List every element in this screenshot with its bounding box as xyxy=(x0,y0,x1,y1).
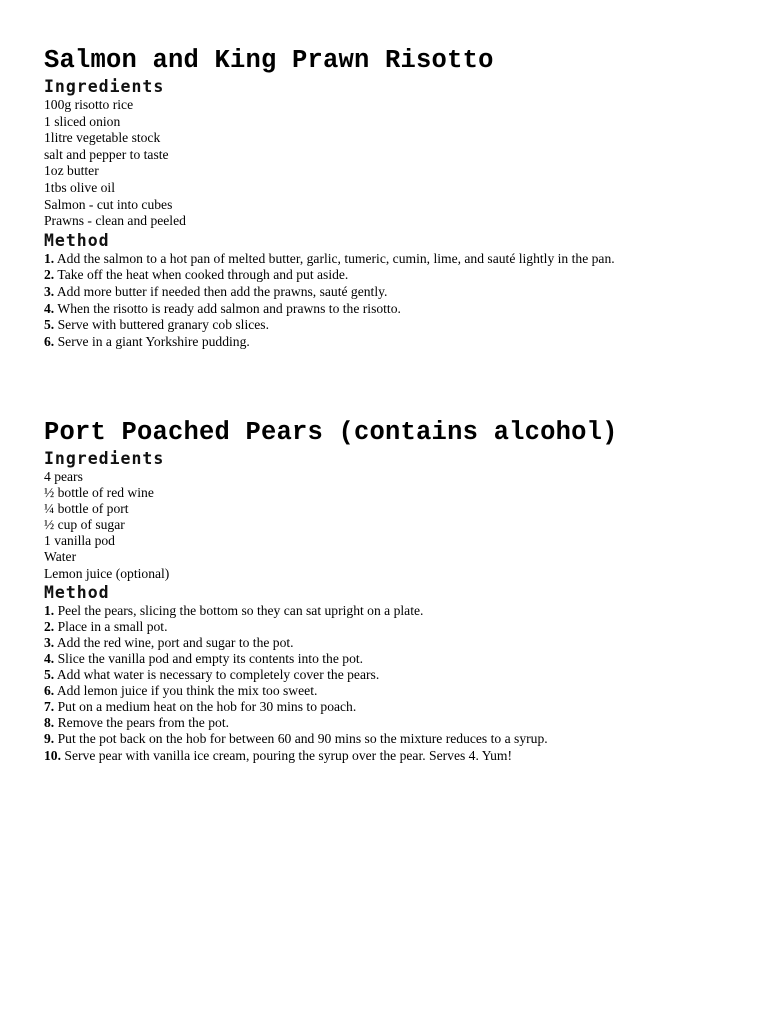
step-number: 10. xyxy=(44,747,61,763)
ingredient-item: 100g risotto rice xyxy=(44,97,134,112)
step-number: 6. xyxy=(44,333,55,349)
method-step xyxy=(44,683,668,699)
method-step xyxy=(44,667,668,683)
ingredient-item: Water xyxy=(44,549,77,565)
step-text: Remove the pears from the pot. xyxy=(57,715,229,731)
step-text: Add the red wine, port and sugar to the pot. xyxy=(56,634,294,650)
method-step xyxy=(44,603,668,619)
ingredient-item: salt and pepper to taste xyxy=(44,146,169,162)
recipe-port-poached-pears xyxy=(44,418,668,764)
step-text: Add lemon juice if you think the mix too sweet. xyxy=(56,683,318,699)
step-number: 6. xyxy=(44,683,55,699)
ingredient-item: 1 vanilla pod xyxy=(44,533,115,549)
step-number: 2. xyxy=(44,267,55,283)
ingredient-item: ½ bottle of red wine xyxy=(44,485,154,501)
method-step xyxy=(44,301,668,318)
method-step xyxy=(44,635,668,651)
ingredient-item: 1 sliced onion xyxy=(44,113,121,129)
method-step xyxy=(44,699,668,715)
method-steps xyxy=(44,603,668,764)
step-number: 1. xyxy=(44,250,55,266)
ingredient-item: 1litre vegetable stock xyxy=(44,130,161,146)
ingredients-heading: Ingredients xyxy=(44,77,165,96)
step-text: Add what water is necessary to completely cover the pears. xyxy=(56,667,380,683)
step-text: Put the pot back on the hob for between 60 and 90 mins so the mixture reduces to a syrup. xyxy=(57,731,548,747)
step-number: 3. xyxy=(44,634,55,650)
step-number: 5. xyxy=(44,667,55,683)
method-step xyxy=(44,334,668,351)
step-text: Serve in a giant Yorkshire pudding. xyxy=(57,333,250,349)
method-step xyxy=(44,748,668,764)
ingredient-item: 4 pears xyxy=(44,469,83,484)
step-text: Peel the pears, slicing the bottom so they can sat upright on a plate. xyxy=(57,602,424,618)
method-heading: Method xyxy=(44,582,110,602)
step-number: 4. xyxy=(44,300,55,316)
method-step xyxy=(44,651,668,667)
ingredients-list xyxy=(44,469,668,582)
method-step xyxy=(44,267,668,284)
recipe-title: Port Poached Pears (contains alcohol) xyxy=(44,418,618,447)
ingredient-item: Lemon juice (optional) xyxy=(44,565,170,581)
step-text: Put on a medium heat on the hob for 30 mins to poach. xyxy=(57,699,357,715)
step-text: Slice the vanilla pod and empty its contents into the pot. xyxy=(57,650,364,666)
step-number: 3. xyxy=(44,283,55,299)
ingredient-item: Salmon - cut into cubes xyxy=(44,196,173,212)
ingredient-item: ½ cup of sugar xyxy=(44,517,125,533)
method-steps xyxy=(44,251,668,351)
recipe-title: Salmon and King Prawn Risotto xyxy=(44,46,494,75)
method-step xyxy=(44,251,668,268)
method-step xyxy=(44,619,668,635)
step-number: 4. xyxy=(44,650,55,666)
step-text: Serve with buttered granary cob slices. xyxy=(57,317,269,333)
step-number: 9. xyxy=(44,731,55,747)
method-step xyxy=(44,715,668,731)
step-text: Serve pear with vanilla ice cream, pouring the syrup over the pear. Serves 4. Yum! xyxy=(64,747,512,763)
ingredient-item: 1oz butter xyxy=(44,163,99,179)
ingredient-item: 1tbs olive oil xyxy=(44,179,115,195)
ingredient-item: Prawns - clean and peeled xyxy=(44,213,186,229)
step-number: 1. xyxy=(44,602,55,618)
ingredients-list xyxy=(44,97,668,230)
ingredient-item: ¼ bottle of port xyxy=(44,501,129,517)
method-step xyxy=(44,317,668,334)
step-text: When the risotto is ready add salmon and prawns to the risotto. xyxy=(57,300,401,316)
step-number: 7. xyxy=(44,699,55,715)
method-step xyxy=(44,284,668,301)
recipe-salmon-risotto xyxy=(44,46,668,350)
method-heading: Method xyxy=(44,230,110,250)
ingredients-heading: Ingredients xyxy=(44,449,165,468)
step-text: Add more butter if needed then add the prawns, sauté gently. xyxy=(56,283,388,299)
step-text: Add the salmon to a hot pan of melted butter, garlic, tumeric, cumin, lime, and sauté lightly in the pan. xyxy=(56,250,615,266)
method-step xyxy=(44,731,668,747)
step-text: Take off the heat when cooked through and put aside. xyxy=(57,267,349,283)
step-number: 2. xyxy=(44,618,55,634)
step-text: Place in a small pot. xyxy=(57,618,168,634)
step-number: 5. xyxy=(44,317,55,333)
step-number: 8. xyxy=(44,715,55,731)
